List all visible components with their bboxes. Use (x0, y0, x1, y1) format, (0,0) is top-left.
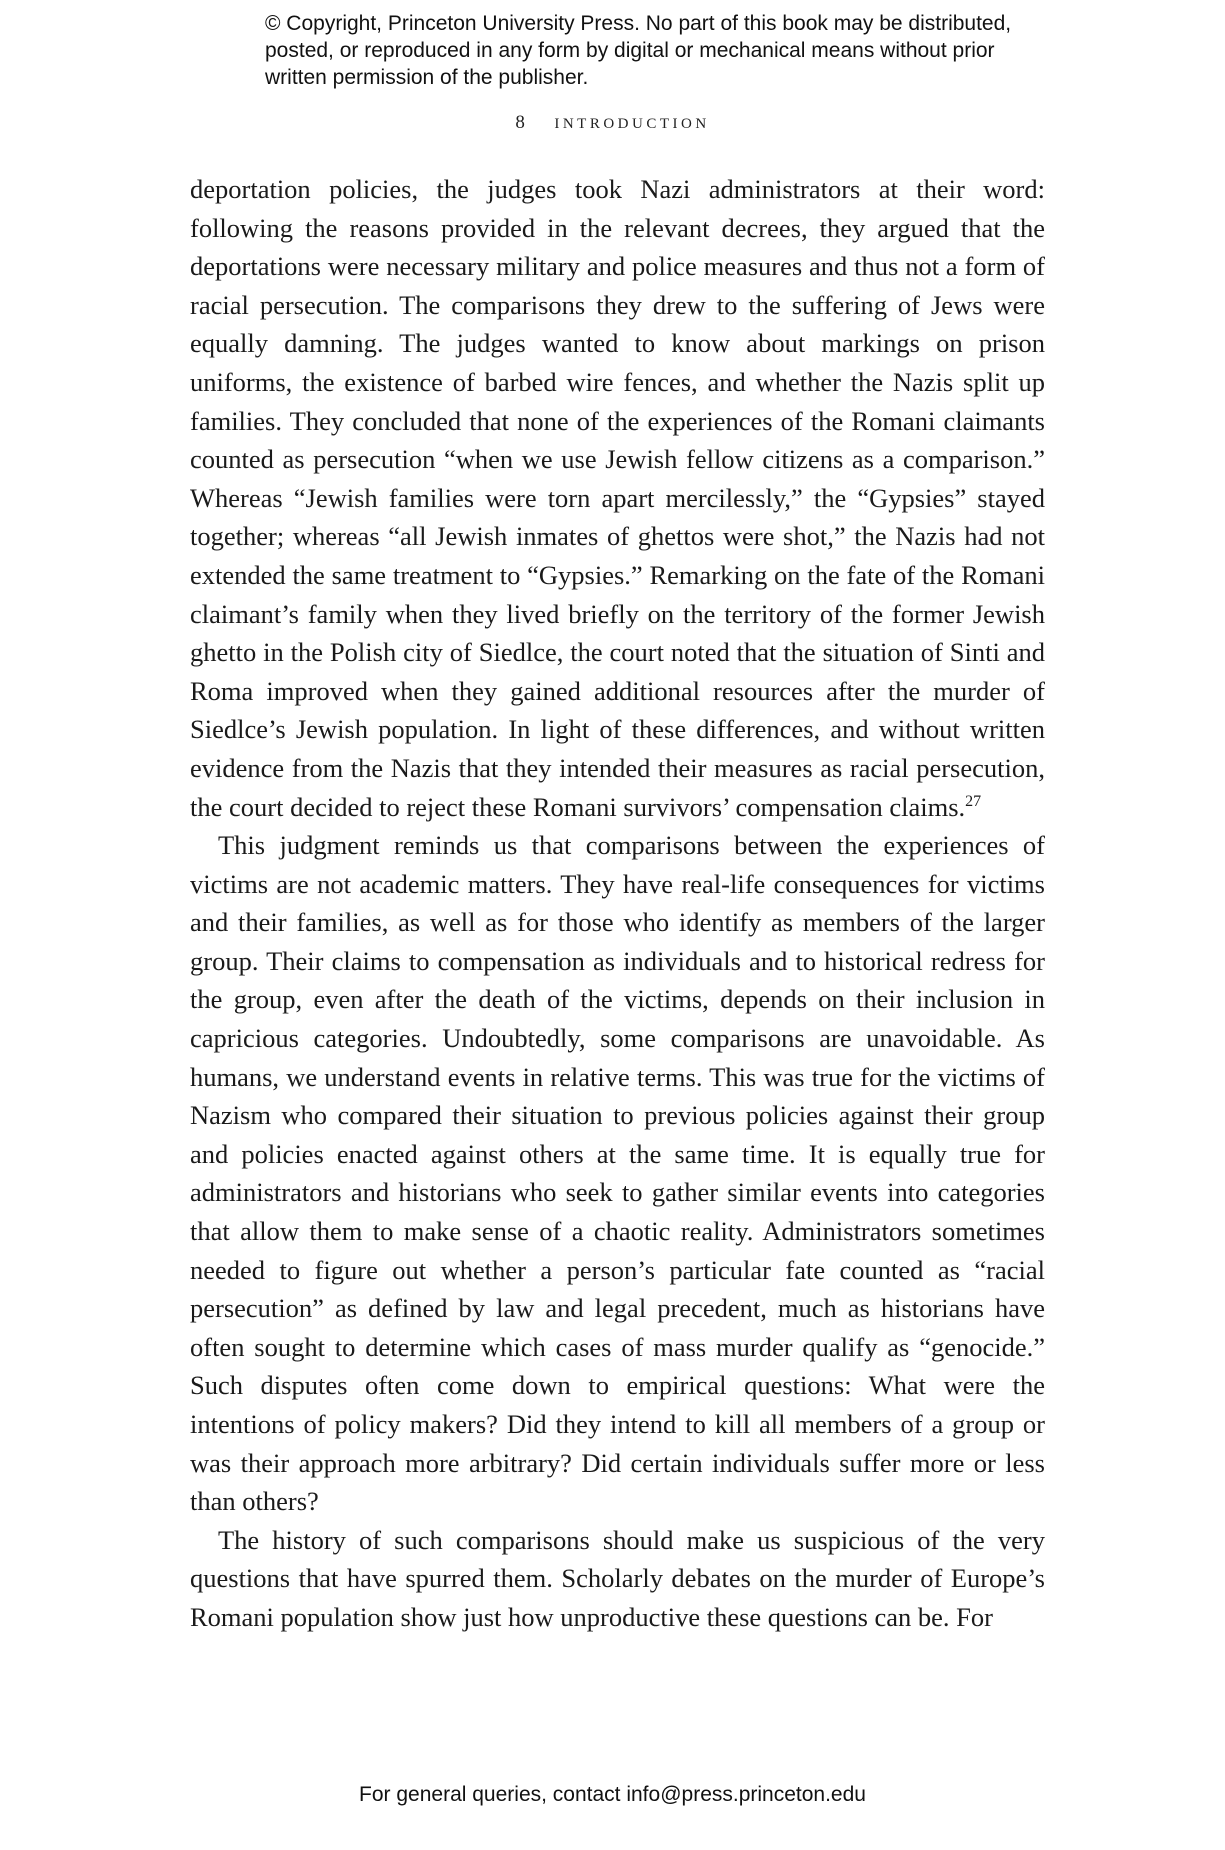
page-number: 8 (515, 112, 525, 133)
section-title: INTRODUCTION (554, 116, 710, 132)
footnote-reference[interactable]: 27 (965, 792, 982, 810)
body-text (190, 170, 1045, 1637)
footer-contact: For general queries, contact info@press.princeton.edu (359, 1783, 866, 1806)
running-head (0, 112, 1225, 134)
paragraph: The history of such comparisons should make us suspicious of the very questions that have spurred them. Scholarly debates on the murder of Europe’s Romani population show just how unproductive these questions can be. For (190, 1524, 1045, 1632)
copyright-notice: © Copyright, Princeton University Press. No part of this book may be distributed, posted, or reproduced in any form by digital or mechanical means without prior written permission of the publisher. (265, 12, 1012, 89)
paragraph: This judgment reminds us that comparisons between the experiences of victims are not academic matters. They have real-life consequences for victims and their families, as well as for those who identify as members of the larger group. Their claims to compensation as individuals and to historical redress for the group, even after the death of the victims, depends on their inclusion in capricious categories. Undoubtedly, some comparisons are unavoidable. As humans, we understand events in relative terms. This was true for the victims of Nazism who compared their situation to previous policies against their group and policies enacted against others at the same time. It is equally true for administrators and historians who seek to gather similar events into categories that allow them to make sense of a chaotic reality. Administrators sometimes needed to figure out whether a person’s particular fate counted as “racial persecution” as defined by law and legal precedent, much as historians have often sought to determine which cases of mass murder qualify as “genocide.” Such disputes often come down to empirical questions: What were the intentions of policy makers? Did they intend to kill all members of a group or was their approach more arbitrary? Did certain individuals suffer more or less than others? (190, 830, 1045, 1517)
paragraph (190, 170, 1045, 826)
paragraph-text: deportation policies, the judges took Nazi administrators at their word: following the reasons provided in the relevant decrees, they argued that the deportations were necessary military and police measures and thus not a form of racial persecution. The comparisons they drew to the suffering of Jews were equally damning. The judges wanted to know about markings on prison uniforms, the existence of barbed wire fences, and whether the Nazis split up families. They concluded that none of the experiences of the Romani claimants counted as persecution “when we use Jewish fellow citizens as a comparison.” Whereas “Jewish families were torn apart mercilessly,” the “Gypsies” stayed together; whereas “all Jewish inmates of ghettos were shot,” the Nazis had not extended the same treatment to “Gypsies.” Remarking on the fate of the Romani claimant’s family when they lived briefly on the territory of the former Jewish ghetto in the Polish city of Siedlce, the court noted that the situation of Sinti and Roma improved when they gained additional resources after the murder of Siedlce’s Jewish population. In light of these differences, and without written evidence from the Nazis that they intended their measures as racial persecution, the court decided to reject these Romani survivors’ compensation claims. (190, 174, 1045, 822)
